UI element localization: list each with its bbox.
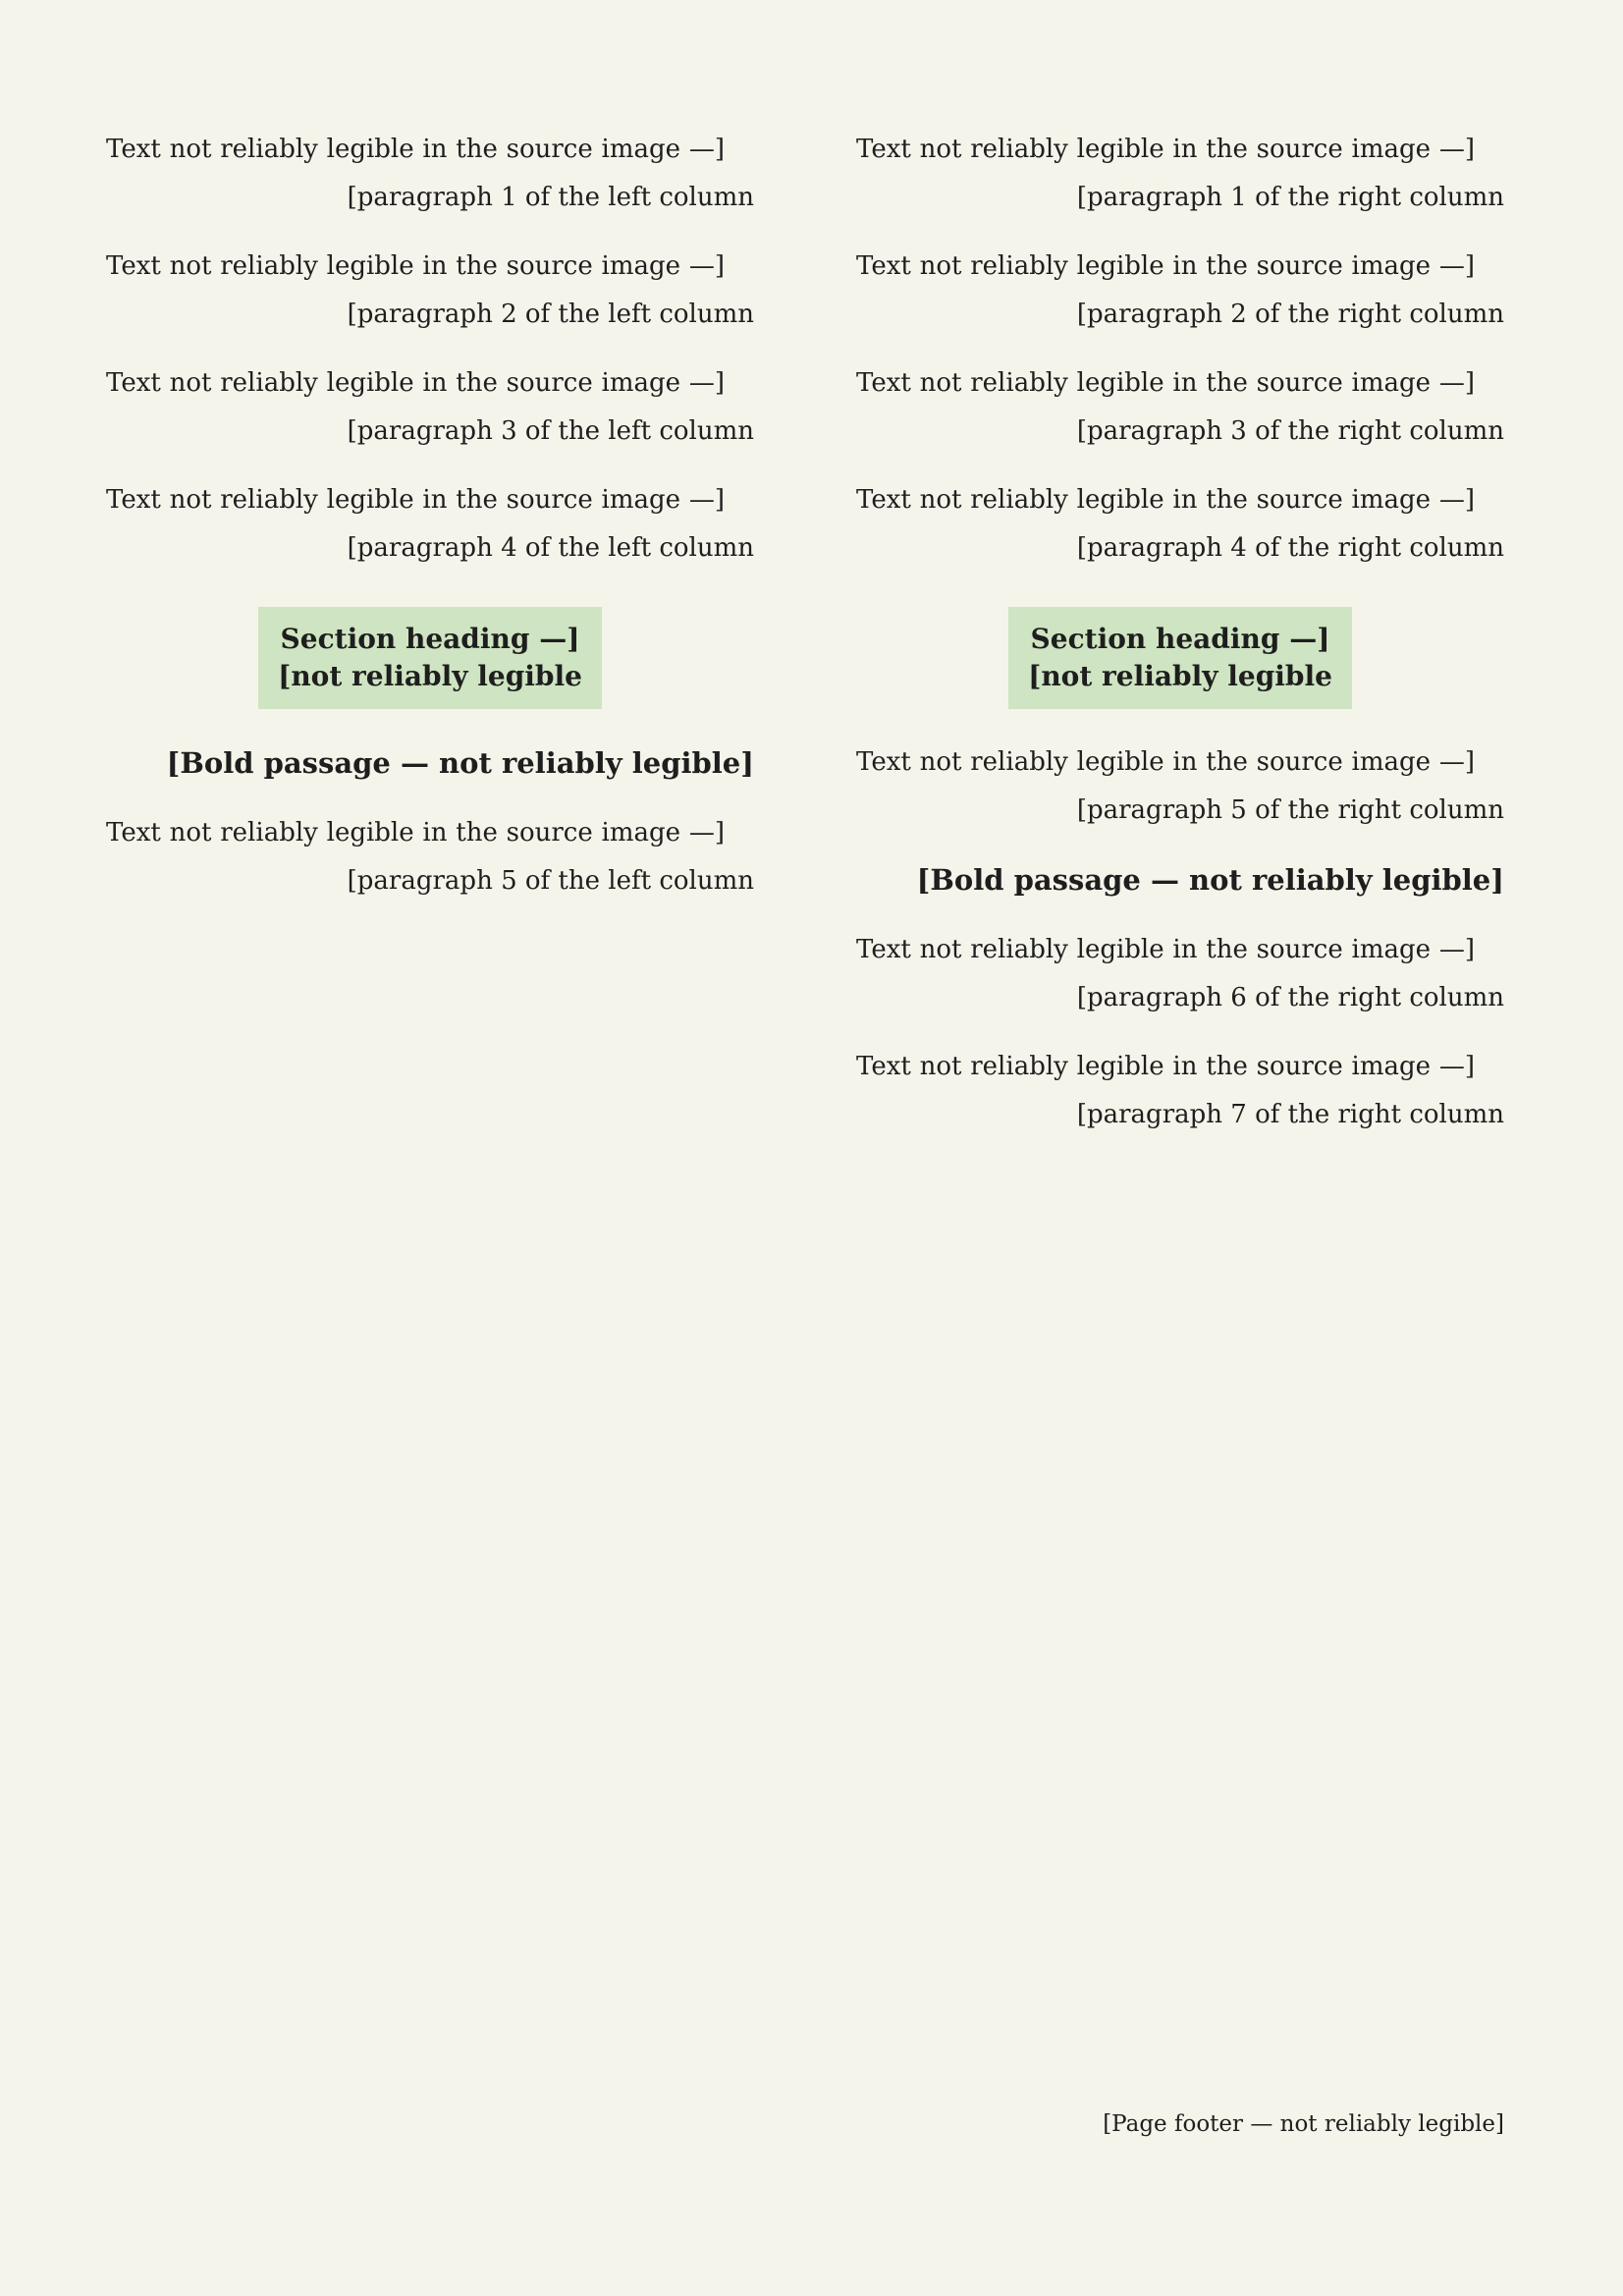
bold-paragraph: [Bold passage — not reliably legible]	[916, 863, 1504, 897]
paragraph: [Text not reliably legible in the source image — paragraph 6 of the right column]	[856, 935, 1504, 1012]
paragraph: [Text not reliably legible in the source image — paragraph 4 of the left column]	[106, 485, 754, 563]
page-footer: [Page footer — not reliably legible]	[1103, 2111, 1504, 2137]
paragraph: [Text not reliably legible in the source image — paragraph 3 of the left column]	[106, 368, 754, 446]
right-column	[856, 126, 1504, 2080]
paragraph: [Text not reliably legible in the source image — paragraph 2 of the right column]	[856, 251, 1504, 329]
paragraph: [Text not reliably legible in the source image — paragraph 1 of the left column]	[106, 135, 754, 212]
paragraph: [Text not reliably legible in the source image — paragraph 7 of the right column]	[856, 1052, 1504, 1129]
paragraph: [Text not reliably legible in the source image — paragraph 3 of the right column]	[856, 368, 1504, 446]
bold-paragraph: [Bold passage — not reliably legible]	[166, 746, 754, 780]
paragraph: [Text not reliably legible in the source image — paragraph 1 of the right column]	[856, 135, 1504, 212]
section-heading: [Section heading — not reliably legible]	[258, 607, 602, 709]
paragraph: [Text not reliably legible in the source image — paragraph 4 of the right column]	[856, 485, 1504, 563]
left-column	[106, 126, 754, 2080]
paragraph: [Text not reliably legible in the source image — paragraph 2 of the left column]	[106, 251, 754, 329]
section-heading: [Section heading — not reliably legible]	[1008, 607, 1352, 709]
paragraph: [Text not reliably legible in the source image — paragraph 5 of the right column]	[856, 747, 1504, 825]
paragraph: [Text not reliably legible in the source image — paragraph 5 of the left column]	[106, 818, 754, 896]
